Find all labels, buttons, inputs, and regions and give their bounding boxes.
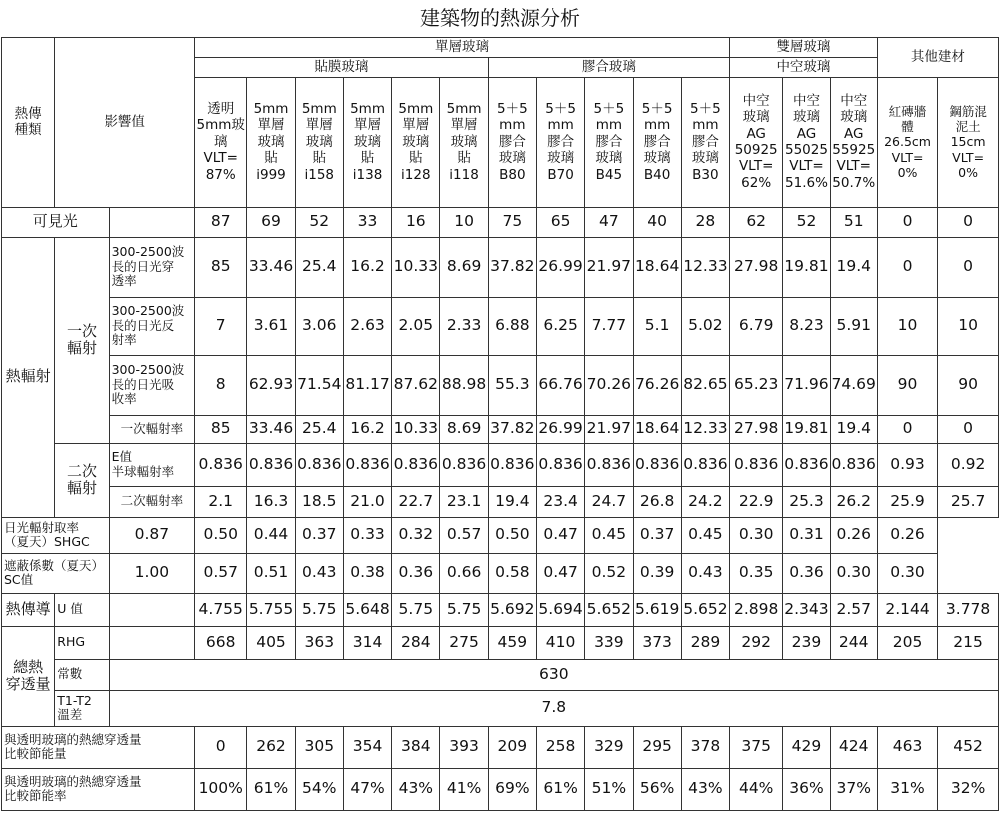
table-cell: 0.836 [247, 443, 295, 486]
table-cell: 41% [440, 768, 488, 810]
column-header: 5mm 單層 玻璃 貼 i118 [440, 77, 488, 207]
table-cell: 0.87 [109, 517, 194, 553]
table-cell: 0.836 [392, 443, 440, 486]
table-cell: 25.3 [783, 486, 830, 517]
table-cell: 0 [938, 237, 999, 297]
table-cell: 0.836 [195, 443, 247, 486]
table-cell: 0.30 [830, 553, 877, 593]
table-cell: 69% [488, 768, 536, 810]
table-cell: 258 [536, 726, 584, 768]
column-header: 5mm 單層 玻璃 貼 i128 [392, 77, 440, 207]
column-header: 5＋5 mm 膠合 玻璃 B45 [585, 77, 633, 207]
table-cell: 329 [585, 726, 633, 768]
table-cell: 18.5 [295, 486, 343, 517]
row-label-visible-blank [109, 207, 194, 237]
table-cell: 209 [488, 726, 536, 768]
table-cell: 3.06 [295, 297, 343, 355]
table-cell: 0.26 [830, 517, 877, 553]
table-cell: 70.26 [585, 355, 633, 415]
row-label-heat-conduction: 熱傳導 [2, 593, 55, 626]
table-cell: 378 [681, 726, 729, 768]
table-cell: 10.33 [392, 237, 440, 297]
table-cell: 5.619 [633, 593, 681, 626]
table-cell: 0.836 [585, 443, 633, 486]
table-cell: 0.836 [440, 443, 488, 486]
table-cell: 65.23 [730, 355, 783, 415]
table-cell: 0.836 [488, 443, 536, 486]
table-cell: 28 [681, 207, 729, 237]
table-cell: 85 [195, 237, 247, 297]
table-cell: 0.43 [295, 553, 343, 593]
table-cell: 26.8 [633, 486, 681, 517]
table-cell: 25.9 [877, 486, 937, 517]
table-cell: 7 [195, 297, 247, 355]
table-cell: 0.33 [343, 517, 391, 553]
row-label-thermal-radiation: 熱輻射 [2, 237, 55, 517]
table-cell: 5.652 [585, 593, 633, 626]
table-cell: 0.836 [783, 443, 830, 486]
table-cell: 33 [343, 207, 391, 237]
table-cell: 52 [783, 207, 830, 237]
table-cell: 43% [681, 768, 729, 810]
table-cell: 0.836 [730, 443, 783, 486]
table-cell: 275 [440, 626, 488, 659]
column-header: 5＋5 mm 膠合 玻璃 B70 [536, 77, 584, 207]
heat-source-table [1, 0, 999, 811]
table-cell: 75 [488, 207, 536, 237]
table-cell: 22.7 [392, 486, 440, 517]
table-cell: 5.692 [488, 593, 536, 626]
table-cell: 205 [877, 626, 937, 659]
table-cell: 0 [877, 237, 937, 297]
table-cell: 3.61 [247, 297, 295, 355]
table-cell: 7.77 [585, 297, 633, 355]
table-cell: 8.69 [440, 237, 488, 297]
subgroup-laminated-glass: 膠合玻璃 [488, 57, 729, 77]
table-cell: 21.97 [585, 415, 633, 443]
table-cell: 19.81 [783, 237, 830, 297]
table-cell: 0.836 [536, 443, 584, 486]
table-cell: 40 [633, 207, 681, 237]
row-label-saving-amount: 與透明玻璃的熱總穿透量 比較節能量 [2, 726, 195, 768]
table-cell: 8 [195, 355, 247, 415]
table-cell: 62.93 [247, 355, 295, 415]
table-cell: 5.755 [247, 593, 295, 626]
table-cell: 82.65 [681, 355, 729, 415]
table-cell: 3.778 [938, 593, 999, 626]
table-cell: 0 [938, 415, 999, 443]
table-cell: 10 [877, 297, 937, 355]
table-cell: 12.33 [681, 415, 729, 443]
table-cell: 76.26 [633, 355, 681, 415]
table-cell: 5.91 [830, 297, 877, 355]
table-cell: 5.75 [392, 593, 440, 626]
row-label-absorb: 300-2500波 長的日光吸 收率 [109, 355, 194, 415]
table-cell: 5.75 [440, 593, 488, 626]
table-cell: 25.4 [295, 237, 343, 297]
table-cell: 2.1 [195, 486, 247, 517]
table-cell: 37% [830, 768, 877, 810]
table-cell: 37.82 [488, 237, 536, 297]
table-cell: 295 [633, 726, 681, 768]
table-cell: 71.96 [783, 355, 830, 415]
table-cell: 0 [877, 415, 937, 443]
table-cell: 284 [392, 626, 440, 659]
row-label-e-value: E值 半球輻射率 [109, 443, 194, 486]
table-cell: 32% [938, 768, 999, 810]
table-cell: 56% [633, 768, 681, 810]
table-cell: 0.51 [247, 553, 295, 593]
page-title: 建築物的熱源分析 [2, 0, 999, 37]
table-cell: 0.30 [730, 517, 783, 553]
table-cell: 244 [830, 626, 877, 659]
table-cell: 0.37 [633, 517, 681, 553]
table-cell: 410 [536, 626, 584, 659]
column-header: 5mm 單層 玻璃 貼 i138 [343, 77, 391, 207]
table-cell: 0.836 [343, 443, 391, 486]
table-cell: 2.33 [440, 297, 488, 355]
table-cell: 10.33 [392, 415, 440, 443]
table-cell: 452 [938, 726, 999, 768]
table-cell: 4.755 [195, 593, 247, 626]
table-cell: 18.64 [633, 415, 681, 443]
table-cell: 463 [877, 726, 937, 768]
row-label-secondary: 二次 輻射 [55, 443, 109, 517]
table-cell: 339 [585, 626, 633, 659]
table-cell: 61% [536, 768, 584, 810]
table-cell: 26.99 [536, 237, 584, 297]
subgroup-film-glass: 貼膜玻璃 [195, 57, 489, 77]
table-cell: 2.57 [830, 593, 877, 626]
group-double-glass: 雙層玻璃 [730, 37, 878, 57]
table-cell: 0.836 [830, 443, 877, 486]
table-cell: 33.46 [247, 237, 295, 297]
column-header: 中空 玻璃 AG 50925 VLT= 62% [730, 77, 783, 207]
table-cell: 6.25 [536, 297, 584, 355]
table-cell: 0.47 [536, 517, 584, 553]
table-cell: 0.31 [783, 517, 830, 553]
table-cell: 262 [247, 726, 295, 768]
table-cell: 393 [440, 726, 488, 768]
table-cell: 81.17 [343, 355, 391, 415]
table-cell: 27.98 [730, 415, 783, 443]
table-cell: 0.44 [247, 517, 295, 553]
table-cell: 424 [830, 726, 877, 768]
table-cell: 26.99 [536, 415, 584, 443]
table-cell: 0.35 [730, 553, 783, 593]
column-header: 5mm 單層 玻璃 貼 i999 [247, 77, 295, 207]
table-cell: 23.4 [536, 486, 584, 517]
header-influence: 影響值 [55, 37, 195, 207]
table-cell: 0.52 [585, 553, 633, 593]
table-cell: 289 [681, 626, 729, 659]
table-cell: 27.98 [730, 237, 783, 297]
table-cell: 47% [343, 768, 391, 810]
table-cell: 61% [247, 768, 295, 810]
table-cell: 0.66 [440, 553, 488, 593]
column-header: 紅磚牆 體 26.5cm VLT= 0% [877, 77, 937, 207]
table-cell: 0.836 [633, 443, 681, 486]
table-cell: 373 [633, 626, 681, 659]
table-cell: 0 [195, 726, 247, 768]
table-cell: 5.02 [681, 297, 729, 355]
column-header: 5＋5 mm 膠合 玻璃 B40 [633, 77, 681, 207]
column-header: 5mm 單層 玻璃 貼 i158 [295, 77, 343, 207]
row-label-transmit: 300-2500波 長的日光穿 透率 [109, 237, 194, 297]
table-cell: 19.4 [488, 486, 536, 517]
table-cell: 16.2 [343, 415, 391, 443]
table-cell: 5.648 [343, 593, 391, 626]
table-cell: 25.7 [938, 486, 999, 517]
column-header: 5＋5 mm 膠合 玻璃 B80 [488, 77, 536, 207]
table-cell: 44% [730, 768, 783, 810]
table-cell: 384 [392, 726, 440, 768]
row-label-constant: 常數 [55, 659, 109, 690]
table-cell: 23.1 [440, 486, 488, 517]
row-label-rhg: RHG [55, 626, 109, 659]
table-cell: 459 [488, 626, 536, 659]
table-cell: 0.30 [877, 553, 937, 593]
table-cell: 10 [440, 207, 488, 237]
subgroup-hollow-glass: 中空玻璃 [730, 57, 878, 77]
table-cell: 24.2 [681, 486, 729, 517]
table-cell: 0.43 [681, 553, 729, 593]
table-cell: 0.36 [392, 553, 440, 593]
table-cell: 0.37 [295, 517, 343, 553]
table-cell: 0.58 [488, 553, 536, 593]
table-cell: 0.45 [585, 517, 633, 553]
row-label-t1t2: T1-T2 溫差 [55, 690, 109, 726]
table-cell: 19.4 [830, 415, 877, 443]
table-cell: 0.36 [783, 553, 830, 593]
table-cell: 52 [295, 207, 343, 237]
header-category: 熱傳 種類 [2, 37, 55, 207]
table-cell: 19.81 [783, 415, 830, 443]
table-cell: 16.2 [343, 237, 391, 297]
table-cell: 90 [877, 355, 937, 415]
table-cell: 0.57 [195, 553, 247, 593]
table-cell: 429 [783, 726, 830, 768]
constant-value: 630 [109, 659, 998, 690]
table-cell: 51% [585, 768, 633, 810]
table-cell: 33.46 [247, 415, 295, 443]
table-cell: 90 [938, 355, 999, 415]
table-cell: 8.23 [783, 297, 830, 355]
table-cell: 0.50 [195, 517, 247, 553]
table-cell: 25.4 [295, 415, 343, 443]
table-cell: 21.0 [343, 486, 391, 517]
row-label-reflect: 300-2500波 長的日光反 射率 [109, 297, 194, 355]
table-cell: 0.38 [343, 553, 391, 593]
table-cell: 1.00 [109, 553, 194, 593]
table-cell: 375 [730, 726, 783, 768]
row-label-primary-rate: 一次輻射率 [109, 415, 194, 443]
table-cell: 6.79 [730, 297, 783, 355]
table-cell: 5.1 [633, 297, 681, 355]
column-header: 透明 5mm玻 璃 VLT= 87% [195, 77, 247, 207]
blank-cell [109, 593, 194, 626]
row-label-sc: 遮蔽係數（夏天） SC值 [2, 553, 110, 593]
table-cell: 47 [585, 207, 633, 237]
table-cell: 215 [938, 626, 999, 659]
table-cell: 0.92 [938, 443, 999, 486]
table-cell: 65 [536, 207, 584, 237]
table-cell: 74.69 [830, 355, 877, 415]
table-cell: 2.343 [783, 593, 830, 626]
column-header: 5＋5 mm 膠合 玻璃 B30 [681, 77, 729, 207]
table-cell: 69 [247, 207, 295, 237]
table-cell: 87 [195, 207, 247, 237]
table-cell: 0.32 [392, 517, 440, 553]
table-cell: 0.45 [681, 517, 729, 553]
table-cell: 36% [783, 768, 830, 810]
column-header: 中空 玻璃 AG 55025 VLT= 51.6% [783, 77, 830, 207]
table-cell: 0.26 [877, 517, 937, 553]
table-cell: 5.652 [681, 593, 729, 626]
table-cell: 0.57 [440, 517, 488, 553]
table-cell: 37.82 [488, 415, 536, 443]
t1t2-value: 7.8 [109, 690, 998, 726]
row-label-secondary-rate: 二次輻射率 [109, 486, 194, 517]
table-cell: 26.2 [830, 486, 877, 517]
table-cell: 54% [295, 768, 343, 810]
table-cell: 55.3 [488, 355, 536, 415]
table-cell: 305 [295, 726, 343, 768]
row-label-u: U 值 [55, 593, 109, 626]
table-cell: 354 [343, 726, 391, 768]
table-cell: 2.63 [343, 297, 391, 355]
table-cell: 43% [392, 768, 440, 810]
column-header: 中空 玻璃 AG 55925 VLT= 50.7% [830, 77, 877, 207]
table-cell: 18.64 [633, 237, 681, 297]
row-label-total: 總熱 穿透量 [2, 626, 55, 726]
table-cell: 0 [938, 207, 999, 237]
table-cell: 0.39 [633, 553, 681, 593]
table-cell: 6.88 [488, 297, 536, 355]
table-cell: 314 [343, 626, 391, 659]
table-cell: 87.62 [392, 355, 440, 415]
table-cell: 100% [195, 768, 247, 810]
table-cell: 8.69 [440, 415, 488, 443]
table-cell: 66.76 [536, 355, 584, 415]
table-cell: 0.836 [295, 443, 343, 486]
row-label-saving-rate: 與透明玻璃的熱總穿透量 比較節能率 [2, 768, 195, 810]
table-cell: 5.694 [536, 593, 584, 626]
table-cell: 71.54 [295, 355, 343, 415]
table-cell: 2.898 [730, 593, 783, 626]
row-label-visible: 可見光 [2, 207, 110, 237]
table-cell: 10 [938, 297, 999, 355]
table-cell: 85 [195, 415, 247, 443]
table-cell: 0.93 [877, 443, 937, 486]
table-cell: 0.47 [536, 553, 584, 593]
group-single-glass: 單層玻璃 [195, 37, 730, 57]
table-cell: 62 [730, 207, 783, 237]
table-cell: 12.33 [681, 237, 729, 297]
table-cell: 668 [195, 626, 247, 659]
blank-cell [109, 626, 194, 659]
table-cell: 2.144 [877, 593, 937, 626]
table-cell: 31% [877, 768, 937, 810]
table-cell: 16 [392, 207, 440, 237]
table-cell: 0.50 [488, 517, 536, 553]
table-cell: 405 [247, 626, 295, 659]
table-cell: 292 [730, 626, 783, 659]
table-cell: 21.97 [585, 237, 633, 297]
table-cell: 51 [830, 207, 877, 237]
table-cell: 363 [295, 626, 343, 659]
group-other-materials: 其他建材 [877, 37, 998, 77]
table-cell: 88.98 [440, 355, 488, 415]
table-cell: 24.7 [585, 486, 633, 517]
row-label-primary: 一次 輻射 [55, 237, 109, 443]
table-cell: 2.05 [392, 297, 440, 355]
table-cell: 0.836 [681, 443, 729, 486]
table-cell: 16.3 [247, 486, 295, 517]
table-cell: 0 [877, 207, 937, 237]
table-cell: 22.9 [730, 486, 783, 517]
table-cell: 5.75 [295, 593, 343, 626]
column-header: 鋼筋混 泥土 15cm VLT= 0% [938, 77, 999, 207]
table-cell: 239 [783, 626, 830, 659]
table-cell: 19.4 [830, 237, 877, 297]
row-label-shgc: 日光輻射取率 （夏天）SHGC [2, 517, 110, 553]
